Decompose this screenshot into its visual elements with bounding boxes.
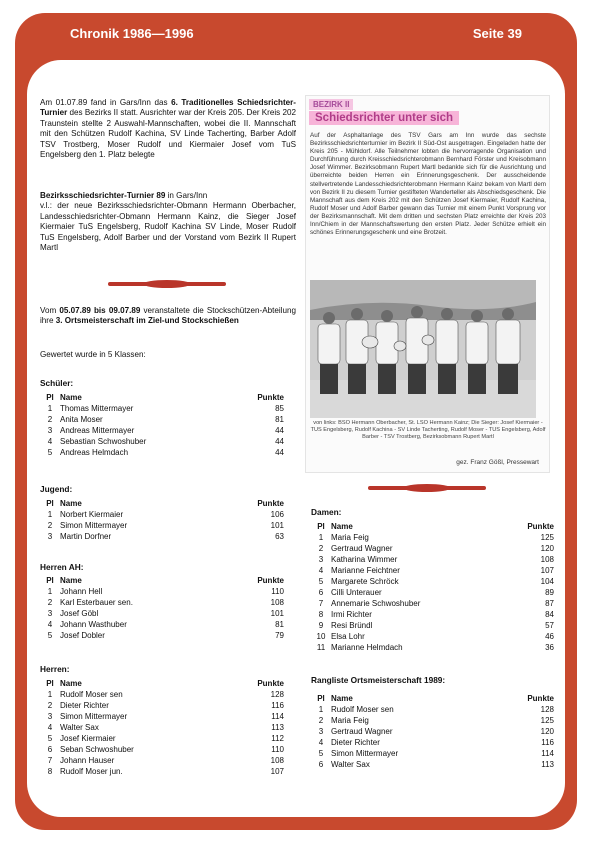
- column-header-pl: Pl: [317, 694, 325, 703]
- cell-points: 63: [275, 532, 284, 541]
- table-header-row: [40, 575, 284, 586]
- section-title-rangliste: Rangliste Ortsmeisterschaft 1989:: [311, 675, 446, 685]
- cell-pl: 6: [318, 588, 324, 597]
- table-row: [40, 700, 284, 711]
- cell-name: Gertraud Wagner: [331, 544, 393, 553]
- cell-name: Rudolf Moser sen: [331, 705, 394, 714]
- cell-pl: 5: [318, 577, 324, 586]
- cell-pl: 10: [316, 632, 326, 641]
- cell-name: Annemarie Schwoshuber: [331, 599, 421, 608]
- ranking-table-jugend: [40, 498, 284, 542]
- cell-pl: 2: [318, 716, 324, 725]
- cell-name: Johann Hauser: [60, 756, 115, 765]
- clipping-body: Auf der Asphaltanlage des TSV Gars am Inn wurde das sechste Bezirksschiedsrichterturnier im Bezirk II Süd-Ost ausgetragen. Eingeladen hatte der Kreis 205 - Mühldorf. Alle Teilnehmer lobten die hervorragende Organisation und Durchführung durch Kreisschiedsrichterobmann Bernhard Förster und Kreisobmann Josef Wimmer. Bezirksobmann Rupert Martl bedankte sich für die Ausrichtung und überreichte beiden Herren ein Erinnerungsgeschenk. Der ausscheidende stellvertretende Landesschiedsrichterobmann Hermann Kainz bekam von Martl dem von Bezirk II zu diesem Turnier gestifteten Wanderteller als Abschiedsgeschenk. Die Mannschaft aus dem Kreis 202 mit den Schützen Josef Kiermaier, Rudolf Kachina, Rudolf Moser und Adolf Barber gewann das Turnier mit einem Punkt Vorsprung vor der Bezirksmannschaft. Mit dem dritten und sechsten Platz erreichte der Kreis 203 Inn/Chiem in der Mannschaftswertung den ersten Platz. Jeder Schütze erhielt ein schönes Erinnerungsgeschenk und eine Brotzeit.: [310, 132, 546, 237]
- cell-name: Josef Kiermaier: [60, 734, 116, 743]
- clipping-region: BEZIRK II: [309, 99, 353, 110]
- cell-points: 108: [270, 756, 284, 765]
- ortsmeisterschaft-paragraph: [40, 306, 296, 327]
- cell-name: Norbert Kiermaier: [60, 510, 124, 519]
- cell-pl: 3: [47, 532, 53, 541]
- table-row: [311, 576, 554, 587]
- table-row: [311, 532, 554, 543]
- column-header-pl: Pl: [46, 499, 54, 508]
- cell-points: 57: [545, 621, 554, 630]
- cell-pl: 2: [47, 701, 53, 710]
- cell-name: Rudolf Moser jun.: [60, 767, 123, 776]
- cell-pl: 2: [47, 521, 53, 530]
- cell-pl: 4: [47, 723, 53, 732]
- cell-name: Irmi Richter: [331, 610, 372, 619]
- column-header-name: Name: [60, 679, 82, 688]
- page-number: Seite 39: [472, 26, 522, 41]
- cell-name: Johann Hell: [60, 587, 103, 596]
- cell-name: Simon Mittermayer: [60, 712, 128, 721]
- page-header: [15, 13, 577, 59]
- turnier-paragraph: [40, 191, 296, 253]
- cell-points: 116: [271, 701, 284, 710]
- column-header-pl: Pl: [46, 393, 54, 402]
- table-row: [40, 608, 284, 619]
- photo-caption: von links: BSO Hermann Oberbacher, St. LSO Hermann Kainz; Die Sieger: Josef Kiermaier - TUS Engelsberg, Rudolf Kachina - SV Linde Tacherting, Rudolf Moser - TUS Engelsberg, Adolf Barber - TSV Trostberg, Bezirksobmann Rupert Martl: [310, 420, 546, 440]
- table-row: [311, 759, 554, 770]
- cell-points: 101: [270, 609, 284, 618]
- table-row: [311, 748, 554, 759]
- cell-points: 85: [275, 404, 284, 413]
- cell-pl: 2: [47, 415, 53, 424]
- column-header-points: Punkte: [527, 522, 554, 531]
- cell-pl: 5: [47, 448, 53, 457]
- table-row: [40, 425, 284, 436]
- om-title: 3. Ortsmeisterschaft im Ziel-und Stockschießen: [55, 316, 239, 326]
- cell-name: Marianne Feichtner: [331, 566, 400, 575]
- cell-name: Maria Feig: [331, 716, 369, 725]
- cell-pl: 4: [47, 620, 53, 629]
- table-row: [40, 766, 284, 777]
- section-title-herren-ah: Herren AH:: [40, 562, 84, 572]
- cell-points: 106: [270, 510, 284, 519]
- cell-points: 116: [541, 738, 554, 747]
- cell-name: Simon Mittermayer: [60, 521, 128, 530]
- ranking-table-herren-ah: [40, 575, 284, 641]
- column-header-name: Name: [331, 522, 353, 531]
- cell-points: 128: [270, 690, 284, 699]
- column-header-pl: Pl: [317, 522, 325, 531]
- cell-name: Karl Esterbauer sen.: [60, 598, 133, 607]
- cell-points: 125: [540, 533, 554, 542]
- cell-pl: 1: [318, 533, 324, 542]
- om-dates: 05.07.89 bis 09.07.89: [59, 306, 141, 315]
- column-header-points: Punkte: [257, 499, 284, 508]
- cell-pl: 8: [47, 767, 53, 776]
- cell-name: Johann Wasthuber: [60, 620, 127, 629]
- cell-points: 79: [275, 631, 284, 640]
- table-row: [40, 733, 284, 744]
- cell-name: Cilli Unterauer: [331, 588, 382, 597]
- cell-points: 113: [541, 760, 554, 769]
- table-header-row: [40, 678, 284, 689]
- table-row: [40, 722, 284, 733]
- cell-points: 44: [275, 426, 284, 435]
- cell-name: Martin Dorfner: [60, 532, 112, 541]
- column-header-name: Name: [60, 499, 82, 508]
- cell-points: 81: [275, 415, 284, 424]
- column-header-points: Punkte: [257, 576, 284, 585]
- turnier-location: in Gars/Inn: [165, 191, 208, 200]
- table-row: [311, 543, 554, 554]
- cell-name: Rudolf Moser sen: [60, 690, 123, 699]
- cell-points: 113: [271, 723, 284, 732]
- column-header-name: Name: [60, 393, 82, 402]
- cell-points: 114: [541, 749, 554, 758]
- cell-points: 114: [271, 712, 284, 721]
- cell-name: Gertraud Wagner: [331, 727, 393, 736]
- cell-pl: 11: [316, 643, 326, 652]
- section-title-schueler: Schüler:: [40, 378, 74, 388]
- table-header-row: [311, 521, 554, 532]
- turnier-caption: v.l.: der neue Bezirksschiedsrichter-Obmann Hermann Oberbacher, Landesschiedsrichter-Obmann Hermann Kainz, die Sieger Josef Kiermaier TuS Engelsberg, Rudolf Kachina SV Linde, Moser Rudolf TuS Engelsberg, Adolf Barber und der Vorstand vom Bezirk II Rupert Martl: [40, 201, 296, 253]
- cell-pl: 6: [47, 745, 53, 754]
- table-row: [40, 520, 284, 531]
- cell-pl: 3: [47, 712, 53, 721]
- cell-pl: 7: [47, 756, 53, 765]
- cell-name: Sebastian Schwoshuber: [60, 437, 147, 446]
- table-row: [40, 414, 284, 425]
- cell-pl: 9: [318, 621, 324, 630]
- table-row: [311, 587, 554, 598]
- cell-pl: 1: [47, 587, 53, 596]
- cell-pl: 5: [47, 734, 53, 743]
- table-row: [40, 711, 284, 722]
- table-row: [40, 509, 284, 520]
- table-row: [40, 755, 284, 766]
- column-header-points: Punkte: [527, 694, 554, 703]
- cell-points: 44: [275, 437, 284, 446]
- table-row: [40, 531, 284, 542]
- cell-name: Seban Schwoshuber: [60, 745, 134, 754]
- cell-points: 108: [270, 598, 284, 607]
- cell-pl: 3: [47, 426, 53, 435]
- table-header-row: [311, 693, 554, 704]
- cell-pl: 1: [47, 690, 53, 699]
- cell-pl: 4: [318, 566, 324, 575]
- table-row: [40, 689, 284, 700]
- cell-points: 46: [545, 632, 554, 641]
- table-row: [311, 598, 554, 609]
- cell-name: Thomas Mittermayer: [60, 404, 134, 413]
- table-row: [311, 737, 554, 748]
- cell-points: 112: [271, 734, 284, 743]
- table-row: [311, 715, 554, 726]
- cell-name: Anita Moser: [60, 415, 103, 424]
- om-text: Vom: [40, 306, 60, 315]
- cell-points: 120: [540, 727, 554, 736]
- cell-name: Marianne Helmdach: [331, 643, 403, 652]
- table-row: [311, 631, 554, 642]
- column-header-pl: Pl: [46, 679, 54, 688]
- classes-note: Gewertet wurde in 5 Klassen:: [40, 350, 146, 359]
- cell-pl: 2: [47, 598, 53, 607]
- section-title-jugend: Jugend:: [40, 484, 73, 494]
- cell-pl: 6: [318, 760, 324, 769]
- cell-points: 87: [545, 599, 554, 608]
- cell-points: 108: [540, 555, 554, 564]
- table-row: [40, 619, 284, 630]
- om-text: veranstaltete die Stockschützen-Abteilung ihre: [40, 306, 296, 326]
- cell-name: Walter Sax: [331, 760, 370, 769]
- clipping-signature: gez. Franz Gößl, Pressewart: [456, 459, 539, 466]
- cell-name: Maria Feig: [331, 533, 369, 542]
- cell-name: Dieter Richter: [60, 701, 109, 710]
- column-header-points: Punkte: [257, 679, 284, 688]
- chronicle-title: Chronik 1986—1996: [70, 26, 194, 41]
- cell-pl: 8: [318, 610, 324, 619]
- cell-points: 101: [270, 521, 284, 530]
- section-title-damen: Damen:: [311, 507, 342, 517]
- cell-name: Elsa Lohr: [331, 632, 365, 641]
- table-row: [311, 704, 554, 715]
- ranking-table-herren: [40, 678, 284, 777]
- table-row: [40, 586, 284, 597]
- cell-name: Andreas Helmdach: [60, 448, 129, 457]
- cell-pl: 4: [47, 437, 53, 446]
- intro-emphasis: 6. Traditionelles Schiedsrichter-Turnier: [40, 98, 296, 118]
- cell-points: 107: [540, 566, 554, 575]
- table-row: [311, 554, 554, 565]
- divider-left-top: [108, 282, 226, 286]
- intro-paragraph: [40, 98, 296, 160]
- cell-pl: 1: [318, 705, 324, 714]
- cell-name: Dieter Richter: [331, 738, 380, 747]
- intro-text: Am 01.07.89 fand in Gars/Inn das: [40, 98, 172, 107]
- ranking-table-schueler: [40, 392, 284, 458]
- cell-pl: 4: [318, 738, 324, 747]
- intro-text: des Bezirks II statt. Ausrichter war der Kreis 205. Der Kreis 202 Traunstein stellte 2 Auswahl-Mannschaften, wobei die II. Mannschaft mit den Schützen Rudolf Kachina, SV Linde Tacherting, Barber Adolf TSV Trostberg, Moser Rudolf und Kiermaier Josef vom TuS Engelsberg den 1. Platz belegte: [40, 108, 296, 160]
- table-row: [40, 403, 284, 414]
- cell-points: 110: [271, 745, 284, 754]
- cell-name: Josef Dobler: [60, 631, 105, 640]
- column-header-pl: Pl: [46, 576, 54, 585]
- cell-name: Simon Mittermayer: [331, 749, 399, 758]
- table-row: [311, 642, 554, 653]
- cell-points: 110: [271, 587, 284, 596]
- cell-pl: 5: [318, 749, 324, 758]
- cell-name: Resi Bründl: [331, 621, 373, 630]
- cell-points: 104: [540, 577, 554, 586]
- table-row: [311, 620, 554, 631]
- clipping-headline: Schiedsrichter unter sich: [309, 111, 459, 125]
- group-photo: [310, 280, 536, 418]
- cell-name: Katharina Wimmer: [331, 555, 398, 564]
- cell-points: 120: [540, 544, 554, 553]
- cell-name: Margarete Schröck: [331, 577, 399, 586]
- newspaper-clipping: [305, 95, 550, 473]
- table-row: [311, 726, 554, 737]
- column-header-points: Punkte: [257, 393, 284, 402]
- column-header-name: Name: [331, 694, 353, 703]
- cell-name: Andreas Mittermayer: [60, 426, 135, 435]
- cell-pl: 7: [318, 599, 324, 608]
- section-title-herren: Herren:: [40, 664, 70, 674]
- cell-points: 84: [545, 610, 554, 619]
- table-row: [40, 630, 284, 641]
- cell-points: 81: [275, 620, 284, 629]
- turnier-heading: Bezirksschiedsrichter-Turnier 89: [40, 191, 166, 200]
- table-header-row: [40, 392, 284, 403]
- table-row: [311, 609, 554, 620]
- cell-points: 44: [275, 448, 284, 457]
- cell-name: Walter Sax: [60, 723, 99, 732]
- cell-pl: 3: [47, 609, 53, 618]
- cell-pl: 3: [318, 555, 324, 564]
- column-header-name: Name: [60, 576, 82, 585]
- cell-pl: 5: [47, 631, 53, 640]
- table-row: [311, 565, 554, 576]
- cell-pl: 2: [318, 544, 324, 553]
- ranking-table-rangliste: [311, 693, 554, 770]
- cell-pl: 1: [47, 510, 53, 519]
- cell-points: 89: [545, 588, 554, 597]
- cell-points: 128: [540, 705, 554, 714]
- cell-pl: 3: [318, 727, 324, 736]
- table-row: [40, 744, 284, 755]
- table-row: [40, 447, 284, 458]
- divider-right: [368, 486, 486, 490]
- ranking-table-damen: [311, 521, 554, 653]
- table-row: [40, 436, 284, 447]
- cell-points: 125: [540, 716, 554, 725]
- cell-points: 107: [270, 767, 284, 776]
- cell-name: Josef Göbl: [60, 609, 99, 618]
- table-row: [40, 597, 284, 608]
- table-header-row: [40, 498, 284, 509]
- cell-pl: 1: [47, 404, 53, 413]
- cell-points: 36: [545, 643, 554, 652]
